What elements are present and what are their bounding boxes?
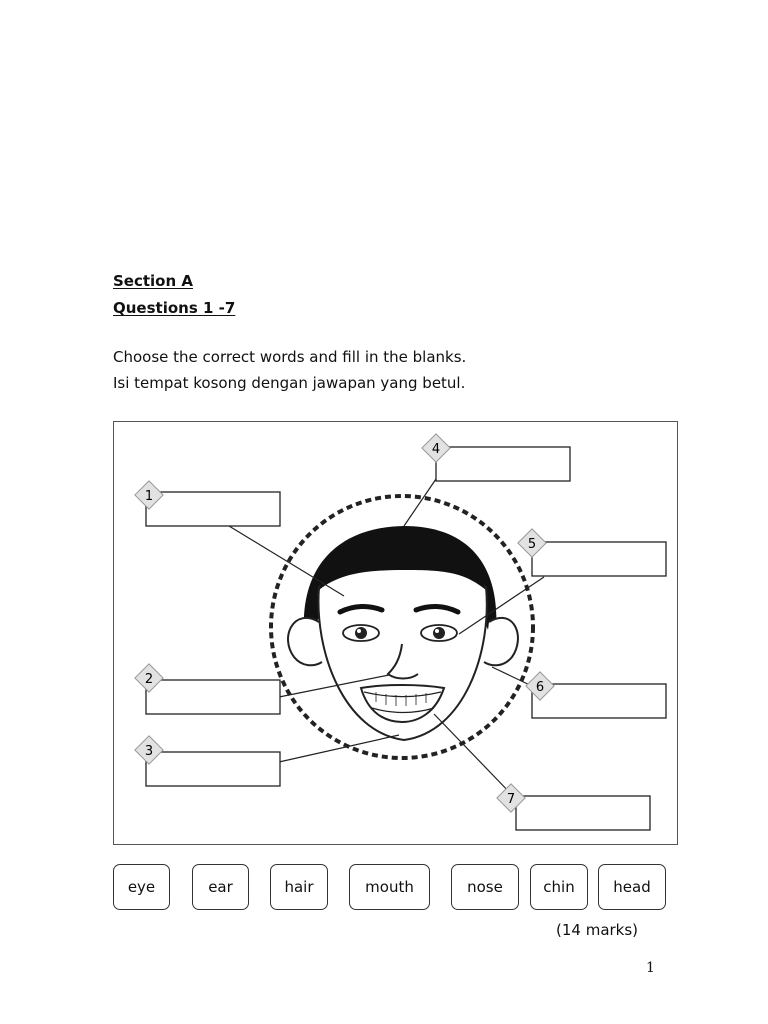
label-4: 4 xyxy=(431,442,441,457)
word-nose: nose xyxy=(451,864,519,910)
answer-box-1 xyxy=(146,492,280,526)
label-5: 5 xyxy=(527,537,537,552)
word-hair: hair xyxy=(270,864,328,910)
answer-box-6 xyxy=(532,684,666,718)
answer-box-4 xyxy=(436,447,570,481)
face-diagram xyxy=(113,421,678,845)
questions-range: Questions 1 -7 xyxy=(113,299,236,317)
answer-box-5 xyxy=(532,542,666,576)
label-3: 3 xyxy=(144,744,154,759)
total-marks: (14 marks) xyxy=(556,921,639,939)
face-illustration xyxy=(114,422,679,846)
word-ear: ear xyxy=(192,864,249,910)
word-mouth: mouth xyxy=(349,864,430,910)
left-ear-shape xyxy=(288,618,322,665)
answer-box-7 xyxy=(516,796,650,830)
page-number: 1 xyxy=(646,960,655,976)
answer-box-2 xyxy=(146,680,280,714)
instruction-english: Choose the correct words and fill in the blanks. xyxy=(113,348,467,366)
right-ear-shape xyxy=(484,618,518,665)
label-1: 1 xyxy=(144,489,154,504)
answer-box-3 xyxy=(146,752,280,786)
instruction-malay: Isi tempat kosong dengan jawapan yang betul. xyxy=(113,374,466,392)
label-6: 6 xyxy=(535,680,545,695)
label-2: 2 xyxy=(144,672,154,687)
section-title: Section A xyxy=(113,272,193,290)
word-eye: eye xyxy=(113,864,170,910)
word-chin: chin xyxy=(530,864,588,910)
word-head: head xyxy=(598,864,666,910)
label-7: 7 xyxy=(506,792,516,807)
